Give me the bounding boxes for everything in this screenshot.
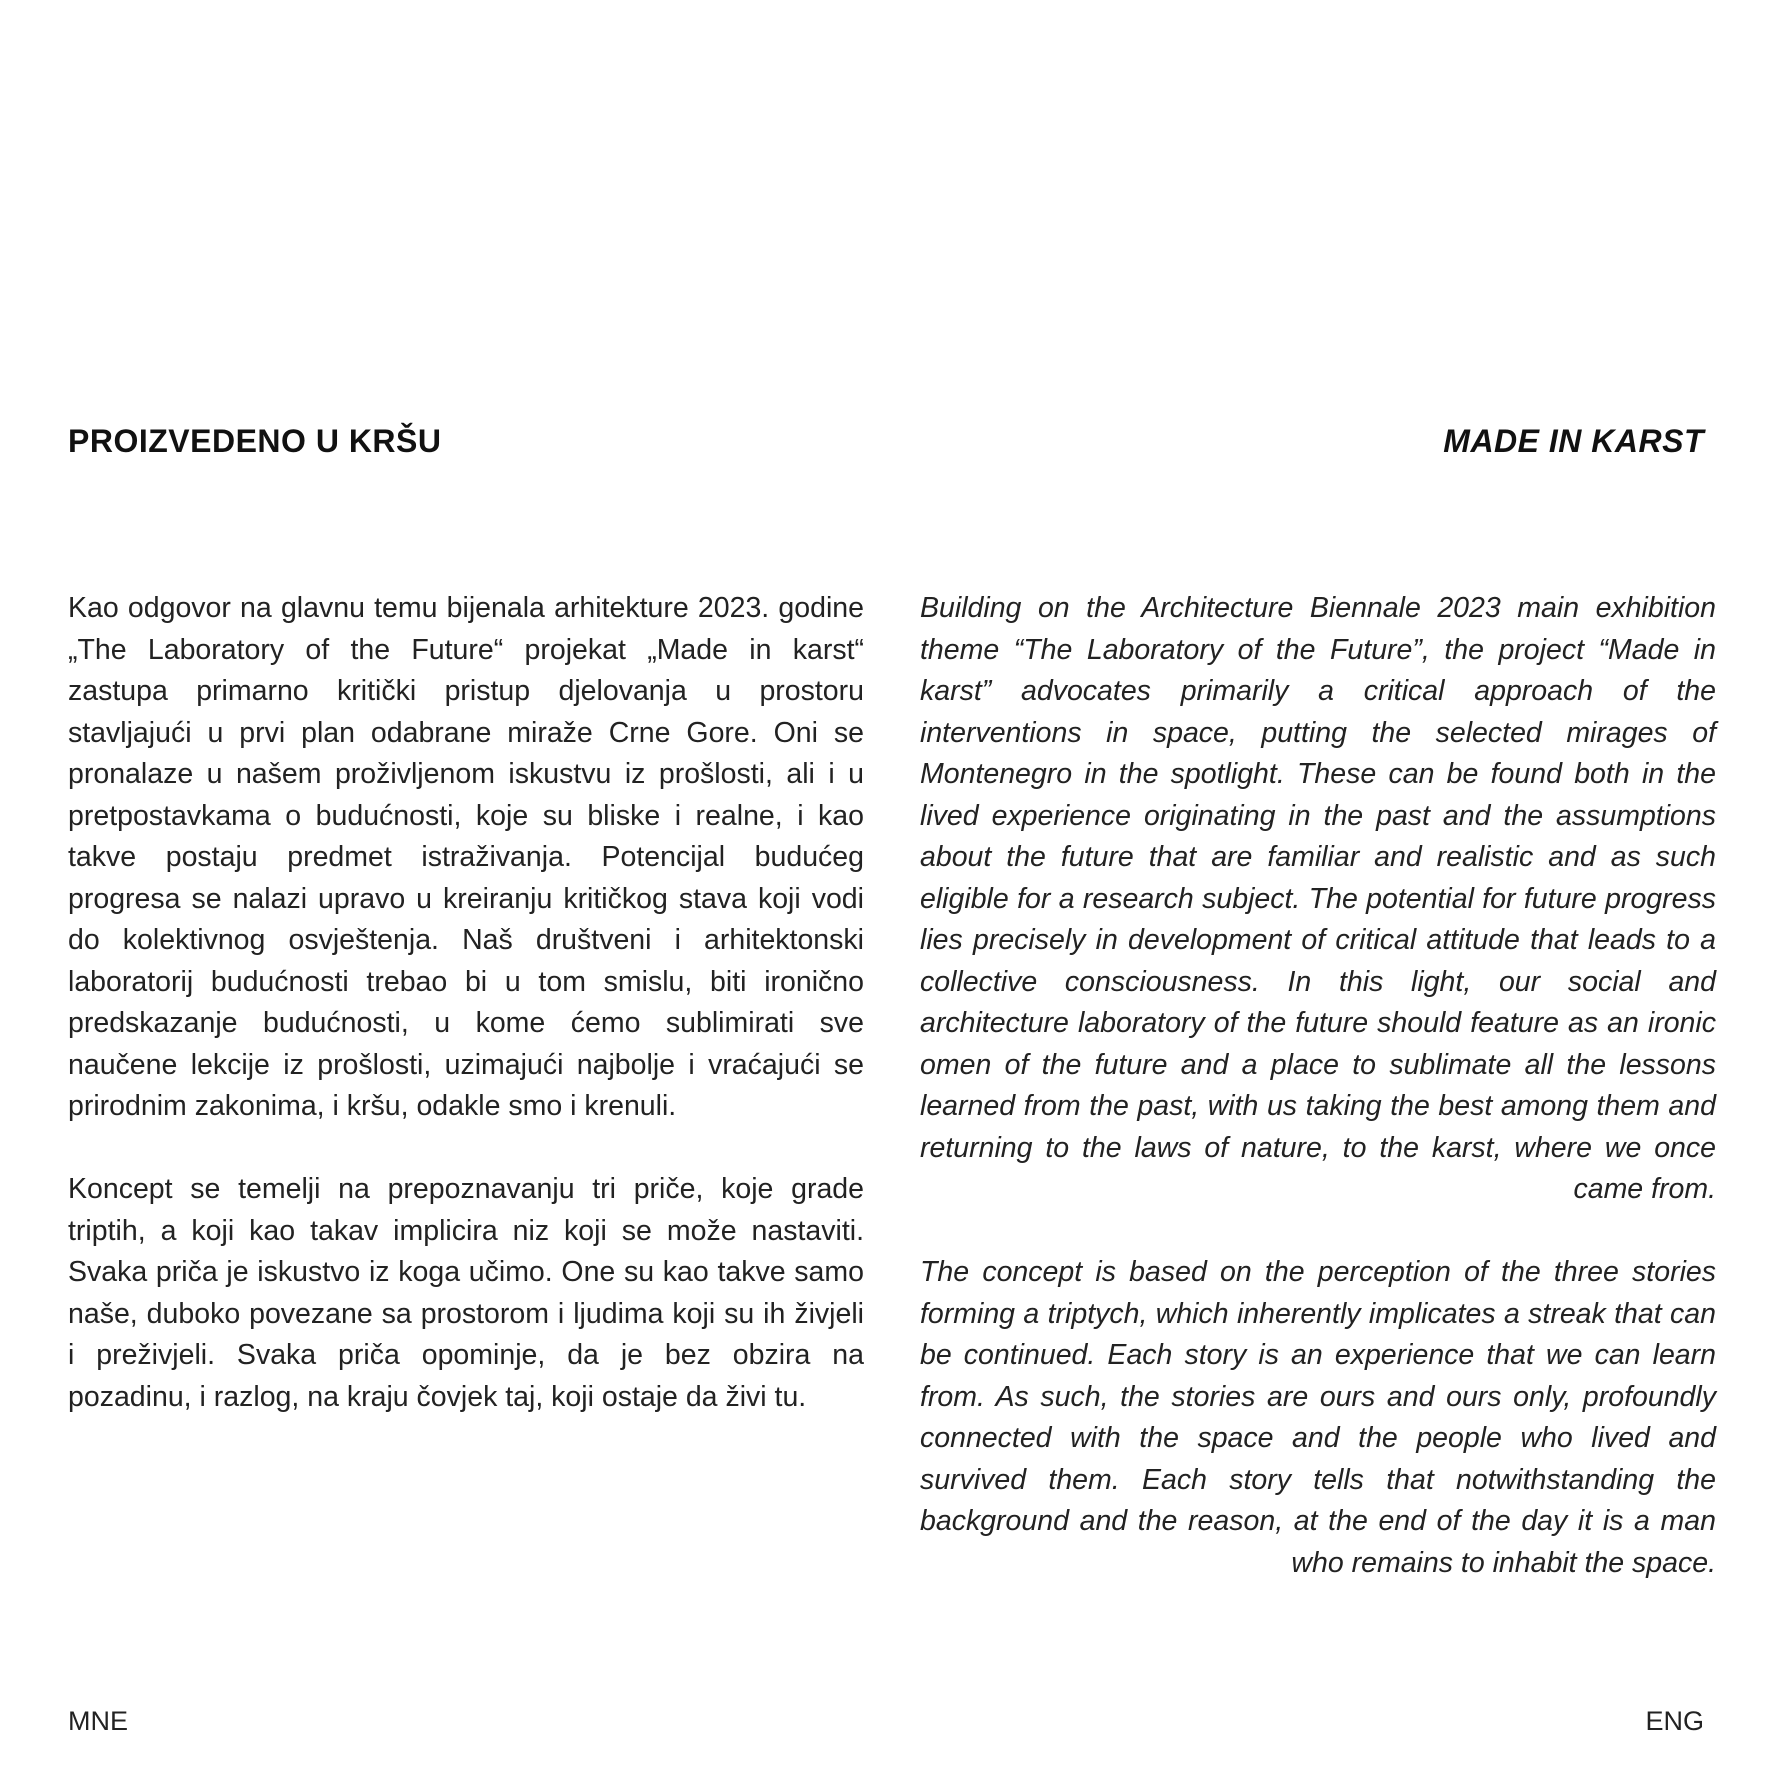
title-english: MADE IN KARST [1443, 423, 1704, 459]
montenegrin-paragraph-2: Koncept se temelji na prepoznavanju tri priče, koje grade triptih, a koji kao takav implicira niz koji se može nastaviti. Svaka priča je iskustvo iz koga učimo. One su kao takve samo naše, duboko povezane sa prostorom i ljudima koji su ih živjeli i preživjeli. Svaka priča opominje, da je bez obzira na pozadinu, i razlog, na kraju čovjek taj, koji ostaje da živi tu. [68, 1173, 864, 1413]
montenegrin-text-column [68, 588, 864, 1460]
montenegrin-paragraph-1: Kao odgovor na glavnu temu bijenala arhitekture 2023. godine „The Laboratory of the Future“ projekat „Made in karst“ zastupa primarno kritički pristup djelovanja u prostoru stavljajući u prvi plan odabrane miraže Crne Gore. Oni se pronalaze u našem proživljenom iskustvu iz prošlosti, ali i u pretpostavkama o budućnosti, koje su bliske i realne, i kao takve postaju predmet istraživanja. Potencijal budućeg progresa se nalazi upravo u kreiranju kritičkog stava koji vodi do kolektivnog osvještenja. Naš društveni i arhitektonski laboratorij budućnosti trebao bi u tom smislu, biti ironično predskazanje budućnosti, u kome ćemo sublimirati sve naučene lekcije iz prošlosti, uzimajući najbolje i vraćajući se prirodnim zakonima, i kršu, odakle smo i krenuli. [68, 592, 864, 1122]
language-label-eng: ENG [1645, 1706, 1704, 1736]
english-text-column [920, 588, 1716, 1626]
english-paragraph-1: Building on the Architecture Biennale 2023 main exhibition theme “The Laboratory of the Future”, the project “Made in karst” advocates primarily a critical approach of the interventions in space, putting the selected mirages of Montenegro in the spotlight. These can be found both in the lived experience originating in the past and the assumptions about the future that are familiar and realistic and as such eligible for a research subject. The potential for future progress lies precisely in development of critical attitude that leads to a collective consciousness. In this light, our social and architecture laboratory of the future should feature as an ironic omen of the future and a place to sublimate all the lessons learned from the past, with us taking the best among them and returning to the laws of nature, to the karst, where we once came from. [920, 592, 1716, 1205]
language-label-mne: MNE [68, 1706, 128, 1736]
english-paragraph-2: The concept is based on the perception of the three stories forming a triptych, which inherently implicates a streak that can be continued. Each story is an experience that we can learn from. As such, the stories are ours and ours only, profoundly connected with the space and the people who lived and survived them. Each story tells that notwithstanding the background and the reason, at the end of the day it is a man who remains to inhabit the space. [920, 1256, 1716, 1579]
title-montenegrin: PROIZVEDENO U KRŠU [68, 423, 442, 459]
